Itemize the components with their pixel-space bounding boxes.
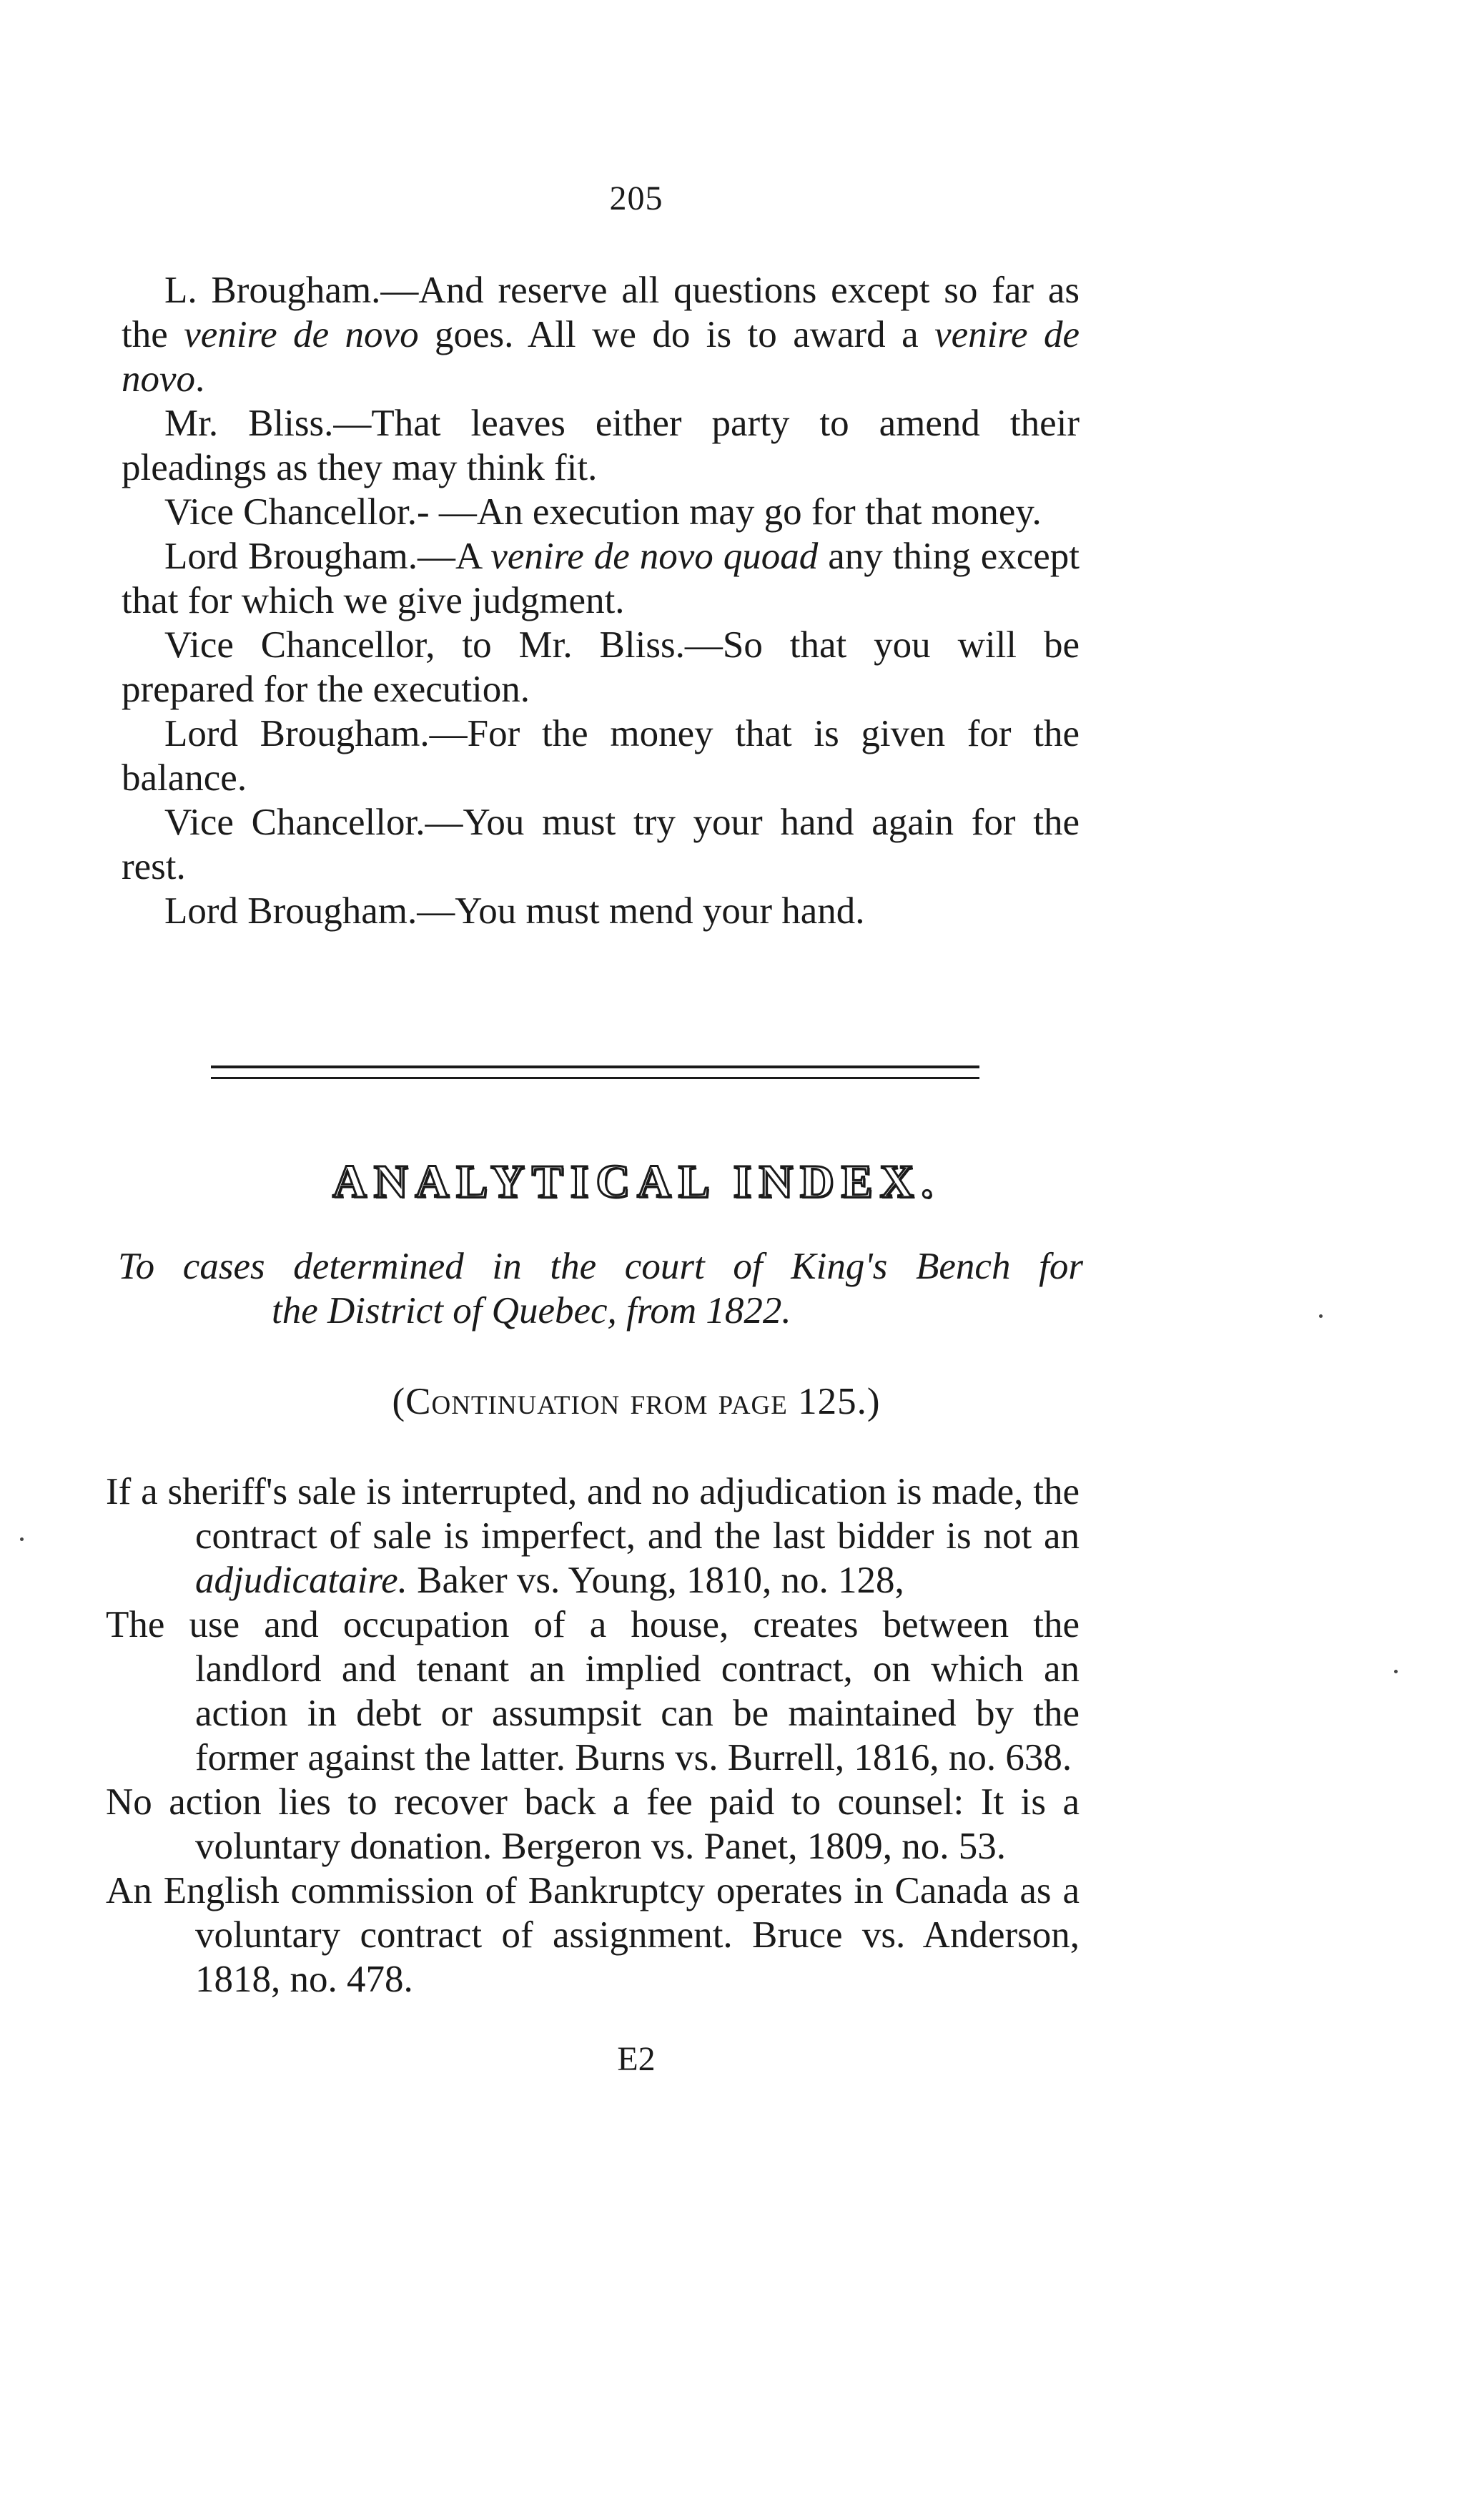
subtitle-line: the District of Quebec, from 1822. [272,1290,791,1332]
dialogue-paragraph: Lord Brougham.—For the money that is given for the balance. [122,713,1080,799]
index-title: ANALYTICAL INDEX. [332,1156,940,1208]
paper-speck [1319,1314,1323,1318]
dialogue-section [122,268,1080,933]
divider-line [211,1065,979,1068]
paper-speck [20,1537,24,1541]
divider-line [211,1077,979,1079]
paper-speck [1394,1670,1398,1673]
continuation-note: (Continuation from page 125.) [392,1381,881,1422]
subtitle-line: To cases determined in the court of King's Bench for [118,1246,1083,1287]
dialogue-paragraph: Vice Chancellor, to Mr. Bliss.—So that you will be prepared for the execution. [122,624,1080,710]
dialogue-paragraph: Mr. Bliss.—That leaves either party to amend their pleadings as they may think fit. [122,403,1080,488]
index-entry: No action lies to recover back a fee paid to counsel: It is a voluntary donation. Bergeron vs. Panet, 1809, no. 53. [106,1781,1080,1867]
page-number: 205 [609,179,663,217]
index-entry: The use and occupation of a house, creates between the landlord and tenant an implied contract, on which an action in debt or assumpsit can be maintained by the former against the latter. Burns vs. Burrell, 1816, no. 638. [106,1604,1080,1778]
dialogue-paragraph: Lord Brougham.—You must mend your hand. [164,890,865,932]
index-entries [106,1470,1080,2002]
dialogue-paragraph: Vice Chancellor.—You must try your hand again for the rest. [122,802,1080,887]
index-entry: If a sheriff's sale is interrupted, and no adjudication is made, the contract of sale is imperfect, and the last bidder is not an adjudicataire. Baker vs. Young, 1810, no. 128, [106,1471,1080,1601]
section-divider [211,1065,979,1079]
index-entry: An English commission of Bankruptcy operates in Canada as a voluntary contract of assignment. Bruce vs. Anderson, 1818, no. 478. [106,1870,1080,2000]
dialogue-paragraph: Lord Brougham.—A venire de novo quoad any thing except that for which we give judgment. [122,536,1080,621]
index-subtitle [118,1244,1083,1333]
dialogue-paragraph: Vice Chancellor.- —An execution may go for that money. [164,491,1042,533]
printer-signature: E2 [617,2040,656,2078]
dialogue-paragraph: L. Brougham.—And reserve all questions except so far as the venire de novo goes. All we do is to award a venire de novo. [122,270,1080,400]
